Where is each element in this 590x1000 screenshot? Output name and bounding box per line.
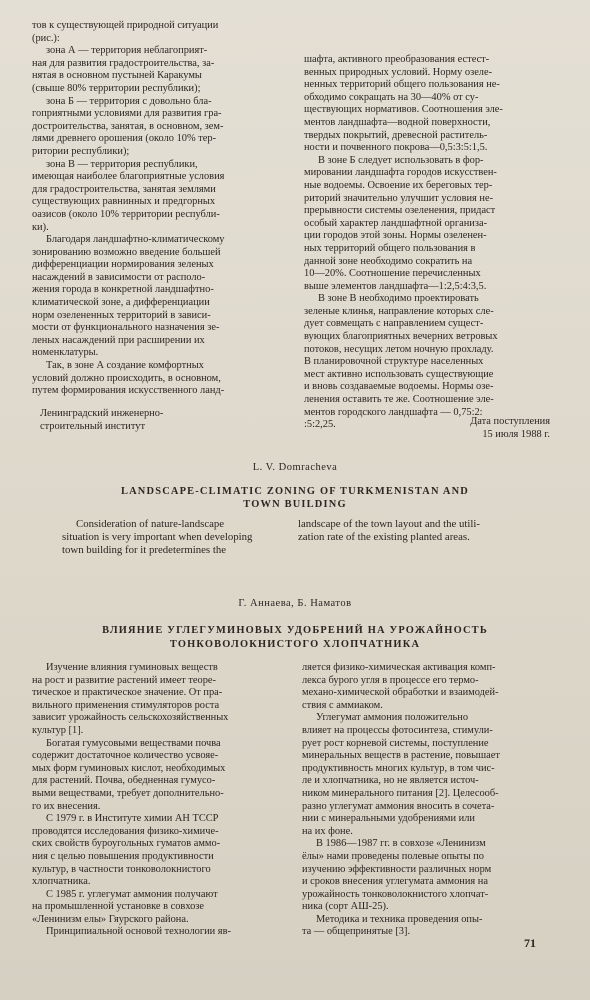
received-date <box>418 416 550 441</box>
text-line: содержит достаточное количество усвояе- <box>32 750 219 762</box>
text-line: и вновь создаваемые водоемы. Нормы озе- <box>304 381 494 393</box>
text-line: климатической зоне, а дифференциации <box>32 297 210 309</box>
english-title <box>0 485 590 511</box>
text-line: situation is very important when developing <box>62 530 253 543</box>
text-line: Изучение влияния гуминовых веществ <box>46 662 218 673</box>
text-line: нии с минеральными удобрениями или <box>302 813 475 825</box>
text-line: вующих благоприятных вечерних ветровых <box>304 331 498 343</box>
text-line: ских свойств буроугольных гуматов аммо- <box>32 838 221 850</box>
text-line: Богатая гумусовыми веществами почва <box>46 737 221 749</box>
text-line: оазисов (около 10% территории республи- <box>32 208 220 220</box>
english-author: L. V. Domracheva <box>252 462 338 473</box>
text-line: дует совмещать с направлением сущест- <box>304 318 484 330</box>
text-line: ментов ландшафта—водной поверхности, <box>304 116 491 128</box>
institute-line-2: строительный институт <box>40 420 145 432</box>
text-line: zation rate of the existing planted areas. <box>298 530 470 543</box>
text-line: риторий значительно улучшит условия не- <box>304 192 494 204</box>
text-line: тическое и практическое значение. От пра- <box>32 687 223 699</box>
text-line: зона А — территория неблагоприят- <box>46 45 208 57</box>
english-abstract-left <box>62 518 280 556</box>
text-line: венных природных условий. Норму озеле- <box>304 66 493 78</box>
received-date-value: 15 июля 1988 г. <box>482 428 550 440</box>
text-line: жения города в конкретной ландшафтно- <box>32 284 214 296</box>
text-line: особый характер ландшафтной организа- <box>304 217 488 229</box>
text-line: гоприятными условиями для развития гра- <box>32 108 222 120</box>
text-line: данной зоне необходимо сократить на <box>304 255 473 267</box>
text-line: проводятся исследования физико-химиче- <box>32 825 219 837</box>
text-line: ности и почвенного покрова—0,5:3:5:1,5. <box>304 142 488 154</box>
text-line: на рост и развитие растений имеет теоре- <box>32 674 216 686</box>
text-line: рует рост корневой системы, поступление <box>302 737 489 749</box>
russian-title-line-1: ВЛИЯНИЕ УГЛЕГУМИНОВЫХ УДОБРЕНИЙ НА УРОЖАЙНОСТЬ <box>102 625 488 636</box>
text-line: номенклатуры. <box>32 347 99 359</box>
text-line: для растений. Почва, обедненная гумусо- <box>32 775 216 787</box>
text-line: выше элементов ландшафта—1:2,5:4:3,5. <box>304 280 487 292</box>
text-line: ненных территорий общего пользования не- <box>304 79 500 91</box>
text-line: норм озелененных территорий в зависи- <box>32 309 211 321</box>
text-line: ции городов этой зоны. Нормы озеленен- <box>304 230 487 242</box>
text-line: лекса бурого угля в процессе его термо- <box>302 674 479 686</box>
text-line: хлопчатника. <box>32 876 91 888</box>
text-line: ле и хлопчатника, но не является источ- <box>302 775 479 787</box>
text-line: зона Б — территория с довольно бла- <box>46 95 212 107</box>
text-line: продуктивность многих культур, в том чис- <box>302 762 495 774</box>
text-line: В 1986—1987 гг. в совхозе «Ленинизм <box>316 838 486 850</box>
text-line: на промышленной установке в совхозе <box>32 901 205 913</box>
text-line: С 1985 г. углегумат аммония получают <box>46 888 218 900</box>
text-line: мест активно использовать существующие <box>304 368 494 380</box>
text-line: зонированию возможно введение большей <box>32 246 221 258</box>
russian-right-column <box>302 662 550 939</box>
text-line: ритории республики); <box>32 145 130 157</box>
text-line: влияет на процессы фотосинтеза, стимули- <box>302 724 493 736</box>
text-line: ляется физико-химическая активация комп- <box>302 662 496 673</box>
text-line: ная для развития градостроительства, за- <box>32 57 215 69</box>
text-line: ных территорий общего пользования в <box>304 242 476 254</box>
text-line: нятая в основном пустыней Каракумы <box>32 70 202 82</box>
text-line: изучению эффективности различных норм <box>302 863 492 875</box>
text-line: существующих равнинных и предгорных <box>32 196 216 208</box>
text-line: условий должно происходить, в основном, <box>32 372 221 384</box>
english-abstract-right <box>298 518 550 544</box>
text-line: зеленые клинья, направление которых сле- <box>304 305 494 317</box>
text-line: насаждений в зависимости от располо- <box>32 271 206 283</box>
top-right-column <box>304 54 550 432</box>
text-line: ния с целью повышения продуктивности <box>32 850 214 862</box>
text-line: лями древнего орошения (около 10% тер- <box>32 133 217 145</box>
text-line: Благодаря ландшафтно-климатическому <box>46 234 225 246</box>
russian-left-column <box>32 662 278 939</box>
text-line: Consideration of nature-landscape <box>76 518 225 530</box>
text-line: культур [1]. <box>32 724 84 736</box>
text-line: дифференциации нормирования зеленых <box>32 259 214 271</box>
text-line: тов к существующей природной ситуации <box>32 20 219 31</box>
text-line: Методика и техника проведения опы- <box>316 913 483 925</box>
text-line: разно углегумат аммония вносить в сочета- <box>302 800 495 812</box>
text-line: :5:2,25. <box>304 419 336 431</box>
text-line: твердых покрытий, древесной раститель- <box>304 129 488 141</box>
text-line: имеющая наиболее благоприятные условия <box>32 171 225 183</box>
text-line: обходимо сокращать на 30—40% от су- <box>304 91 479 103</box>
text-line: ником минерального питания [2]. Целесооб- <box>302 787 499 799</box>
text-line: та — общепринятые [3]. <box>302 926 411 938</box>
text-line: Углегумат аммония положительно <box>316 712 469 724</box>
text-line: landscape of the town layout and the utili- <box>298 518 480 530</box>
text-line: В зоне Б следует использовать в фор- <box>318 154 484 166</box>
text-line: Так, в зоне А создание комфортных <box>46 360 204 372</box>
text-line: на их фоне. <box>302 825 353 837</box>
text-line: зависит урожайность сельскохозяйственных <box>32 712 229 724</box>
text-line: выми веществами, требует дополнительно- <box>32 787 224 799</box>
text-line: мых форм гуминовых кислот, необходимых <box>32 762 226 774</box>
page-number: 71 <box>524 936 536 950</box>
text-line: С 1979 г. в Институте химии АН ТССР <box>46 813 219 825</box>
text-line: В планировочной структуре населенных <box>304 356 484 368</box>
text-line: (рис.): <box>32 32 60 44</box>
english-title-line-1: LANDSCAPE-CLIMATIC ZONING OF TURKMENISTAN AND <box>120 486 470 497</box>
text-line: зона В — территория республики, <box>46 158 198 170</box>
text-line: ные водоемы. Освоение их береговых тер- <box>304 179 493 191</box>
text-line: путем формирования искусственного ланд- <box>32 385 225 397</box>
text-line: ника (сорт АШ-25). <box>302 901 389 913</box>
text-line: ществующих нормативов. Соотношения эле- <box>304 104 503 116</box>
text-line: ёлы» нами проведены полевые опыты по <box>302 850 484 862</box>
russian-title <box>0 624 590 652</box>
text-line: достроительства, занятая, в основном, зем- <box>32 120 224 132</box>
text-line: потоков, несущих летом ночную прохладу. <box>304 343 494 355</box>
text-line: для градостроительства, занятая землями <box>32 183 216 195</box>
text-line: ментов городского ландшафта — 0,75:2: <box>304 406 483 418</box>
text-line: минеральных веществ в растение, повышает <box>302 750 500 762</box>
text-line: шафта, активного преобразования естест- <box>304 54 490 65</box>
text-line: ленения оставить те же. Соотношение эле- <box>304 394 494 406</box>
institute-line-1: Ленинградский инженерно- <box>40 408 164 419</box>
text-line: культур, в частности тонковолокнистого <box>32 863 211 875</box>
text-line: town building for it predetermines the <box>62 543 227 556</box>
english-title-line-2: TOWN BUILDING <box>243 499 347 510</box>
text-line: прерывности системы озеленения, придаст <box>304 205 496 217</box>
text-line: мости от функционального назначения зе- <box>32 322 220 334</box>
text-line: механо-химической обработки и взаимодей- <box>302 687 499 699</box>
russian-title-line-2: ТОНКОВОЛОКНИСТОГО ХЛОПЧАТНИКА <box>169 639 421 650</box>
text-line: ствия с аммиаком. <box>302 699 383 711</box>
text-line: вильного применения стимуляторов роста <box>32 699 220 711</box>
top-left-column <box>32 20 276 398</box>
received-label: Дата поступления <box>470 416 550 427</box>
text-line: го их внесения. <box>32 800 101 812</box>
institute-signoff <box>40 408 163 433</box>
text-line: урожайность тонковолокнистого хлопчат- <box>302 888 489 900</box>
text-line: 10—20%. Соотношение перечисленных <box>304 268 481 280</box>
text-line: (свыше 80% территории республики); <box>32 82 201 94</box>
text-line: мировании ландшафта городов искусствен- <box>304 167 497 179</box>
text-line: леных насаждений при расширении их <box>32 334 205 346</box>
text-line: и сроков внесения углегумата аммония на <box>302 876 488 888</box>
text-line: В зоне В необходимо проектировать <box>318 293 479 305</box>
russian-authors: Г. Аннаева, Б. Наматов <box>238 598 352 609</box>
text-line: «Ленинизм елы» Гяурского района. <box>32 913 189 925</box>
text-line: ки). <box>32 221 49 233</box>
text-line: Принципиальной основой технологии яв- <box>46 926 231 938</box>
